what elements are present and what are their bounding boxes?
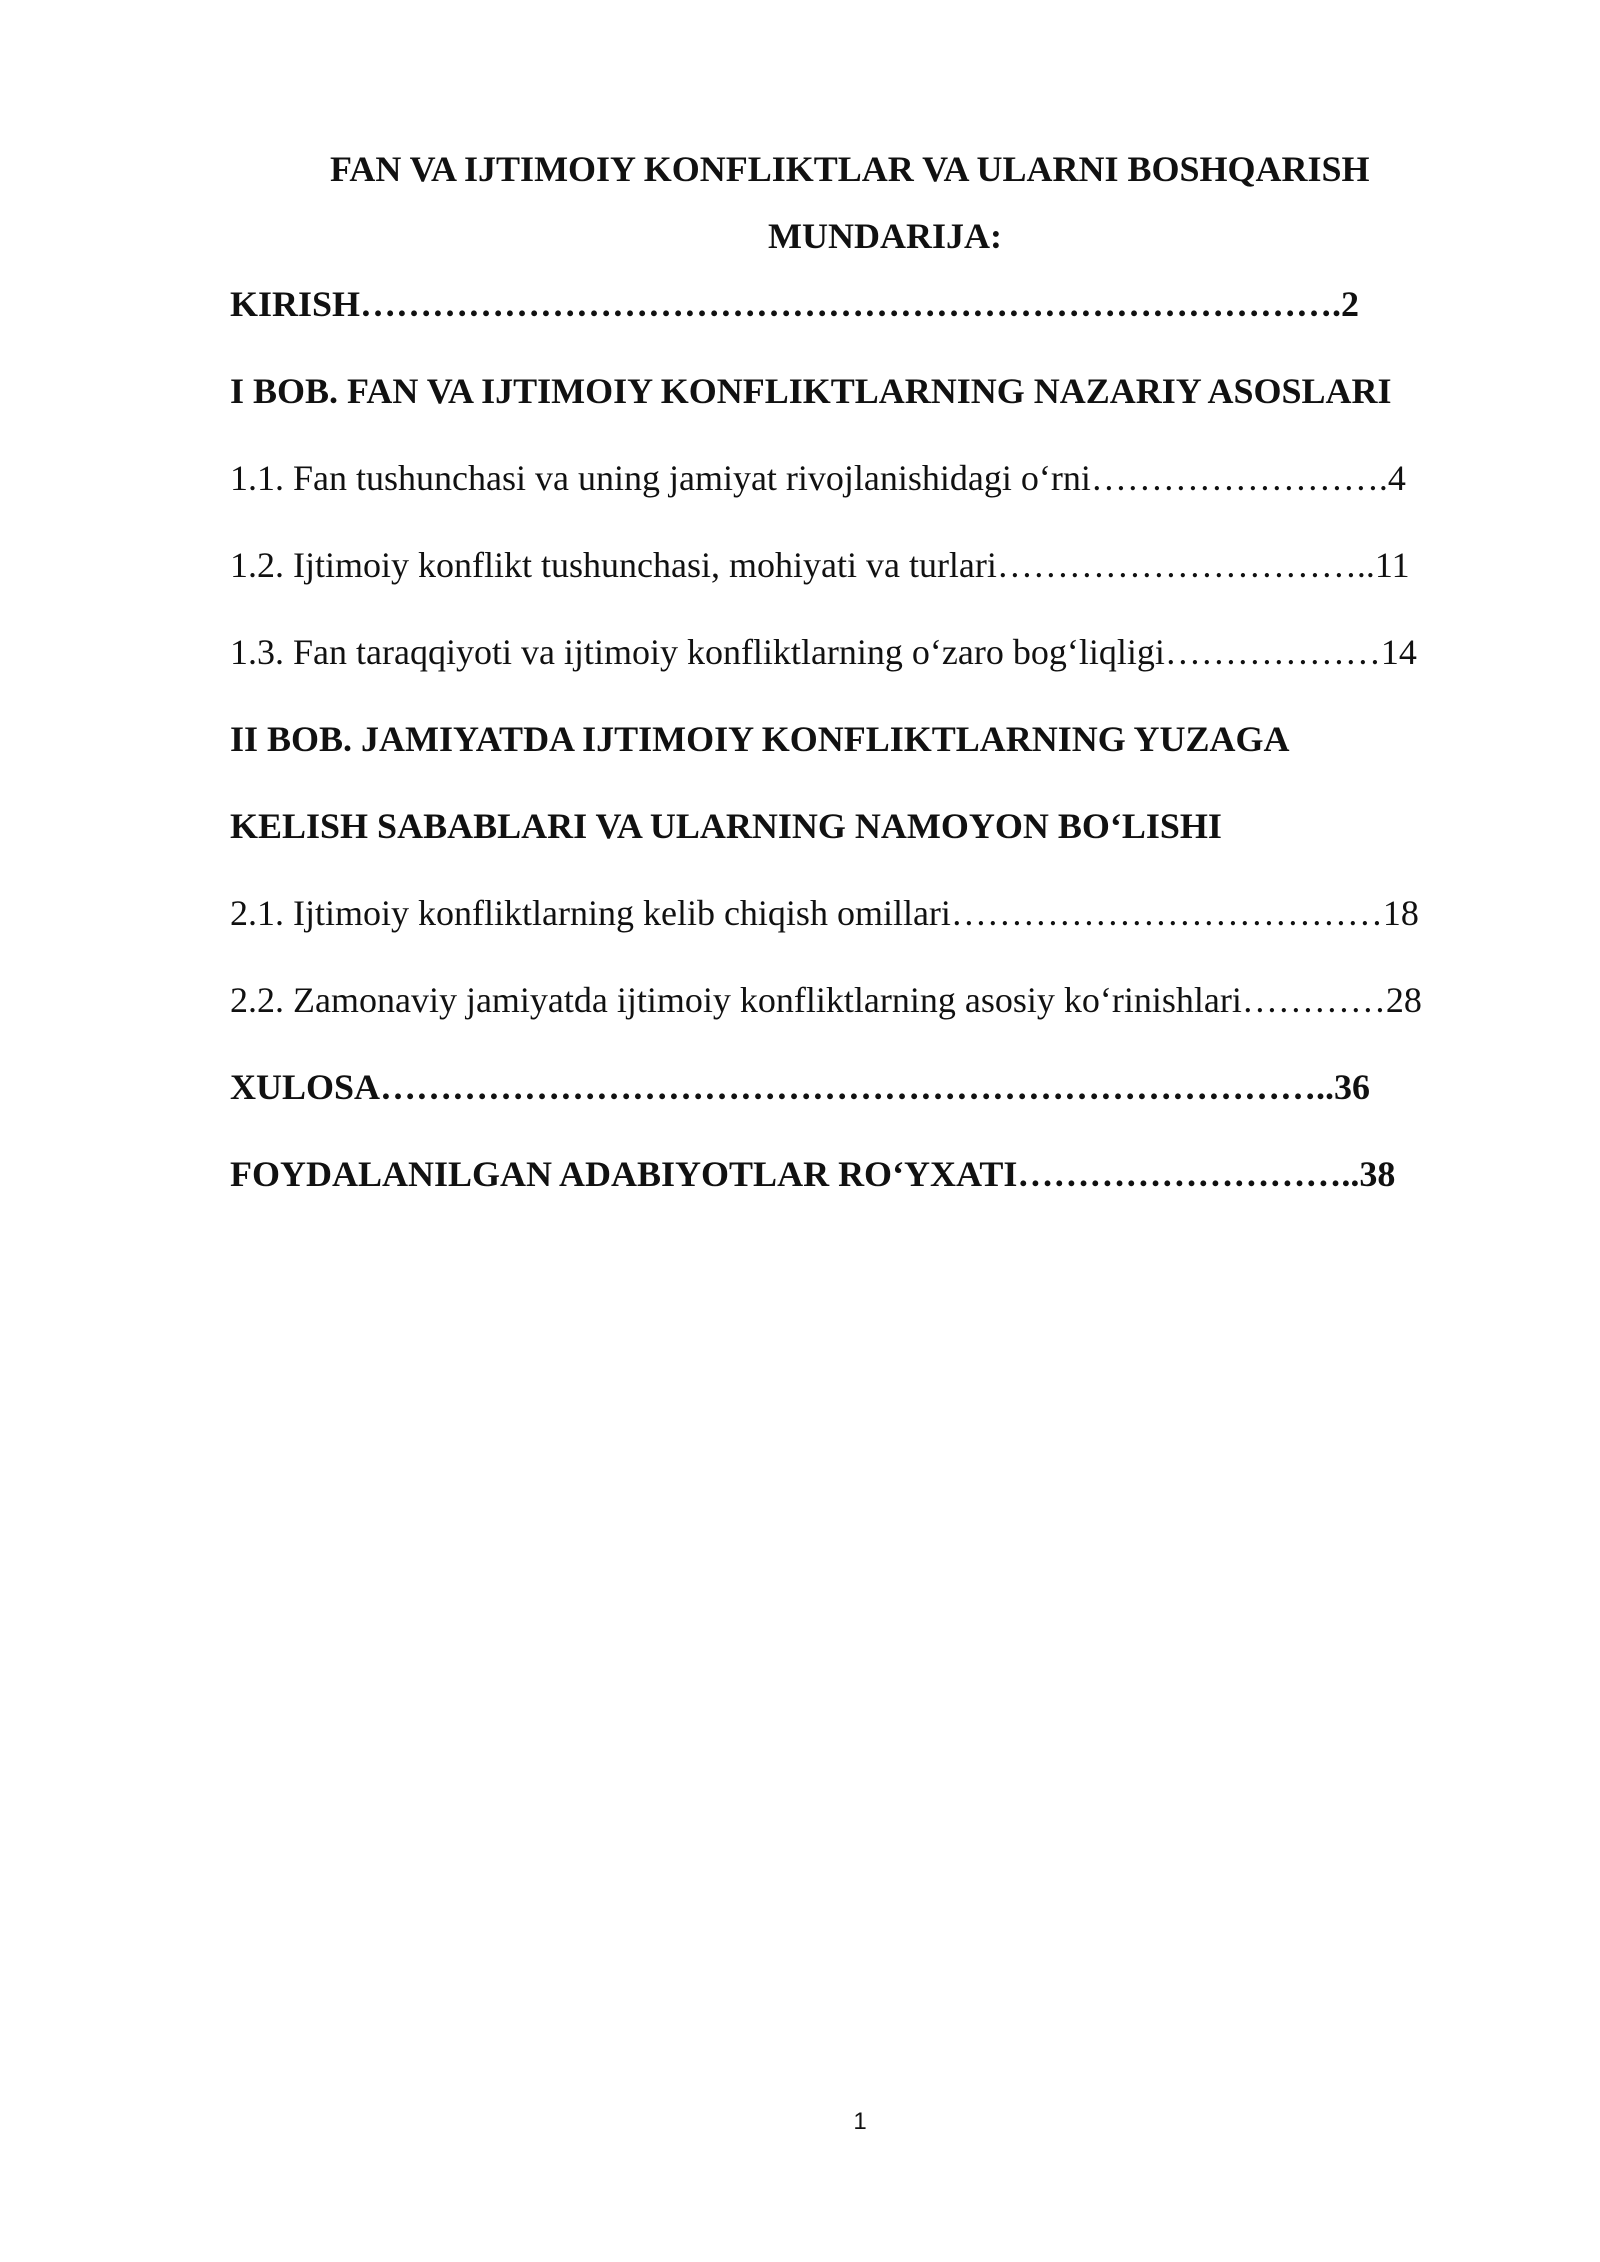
page-number: 1: [853, 2108, 867, 2135]
toc-entry-chapter-1: I BOB. FAN VA IJTIMOIY KONFLIKTLARNING NAZARIY ASOSLARI: [230, 371, 1392, 411]
toc-entry-2-2: 2.2. Zamonaviy jamiyatda ijtimoiy konfliktlarning asosiy ko‘rinishlari…………28: [230, 980, 1422, 1020]
toc-entry-1-3: 1.3. Fan taraqqiyoti va ijtimoiy konfliktlarning o‘zaro bog‘liqligi………………14: [230, 632, 1417, 672]
toc-entry-xulosa: XULOSA……………………………………………………………………..36: [230, 1067, 1371, 1107]
document-title: FAN VA IJTIMOIY KONFLIKTLAR VA ULARNI BOSHQARISH: [330, 149, 1370, 189]
toc-entry-references: FOYDALANILGAN ADABIYOTLAR RO‘YXATI………………………..38: [230, 1154, 1396, 1194]
toc-entry-chapter-2-line-1: II BOB. JAMIYATDA IJTIMOIY KONFLIKTLARNING YUZAGA: [230, 719, 1290, 759]
toc-entry-chapter-2-line-2: KELISH SABABLARI VA ULARNING NAMOYON BO‘LISHI: [230, 806, 1222, 846]
toc-entry-2-1: 2.1. Ijtimoiy konfliktlarning kelib chiqish omillari………………………………18: [230, 893, 1419, 933]
toc-entry-kirish: KIRISH……………………………………………………………………….2: [230, 284, 1360, 324]
toc-heading: MUNDARIJA:: [768, 216, 1002, 256]
toc-entry-1-1: 1.1. Fan tushunchasi va uning jamiyat rivojlanishidagi o‘rni…………………….4: [230, 458, 1406, 498]
toc-entry-1-2: 1.2. Ijtimoiy konflikt tushunchasi, mohiyati va turlari…………………………..11: [230, 545, 1410, 585]
